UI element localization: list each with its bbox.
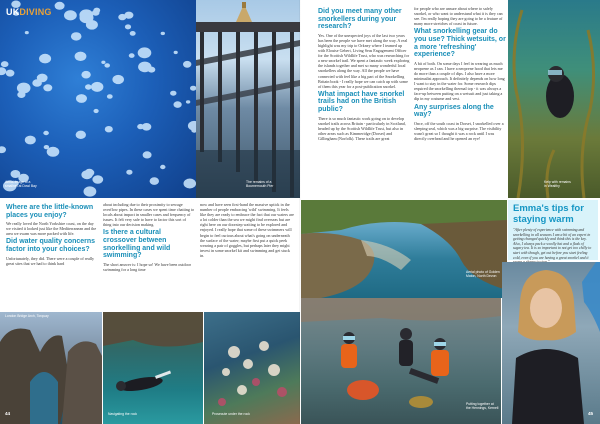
- page-number-right: 45: [588, 411, 594, 416]
- brand-logo: [6, 7, 52, 17]
- caption-pier: The remains of a Bournemouth Pier: [246, 180, 274, 189]
- jellyfish-blob: [118, 14, 126, 20]
- pier-photo: [196, 0, 300, 198]
- paragraph-crossover: The short answer is: I hope so! We have been outdoor swimming for a long time: [103, 261, 192, 272]
- jellyfish-blob: [92, 175, 103, 184]
- paragraph-water-quality: Unfortunately, they did. There were a couple of really great sites that we had to think hard: [6, 255, 95, 266]
- jellyfish-blob: [150, 177, 159, 185]
- jellyfish-blob: [112, 75, 124, 84]
- jellyfish-blob: [0, 67, 6, 75]
- jellyfish-blob: [17, 83, 31, 94]
- reef-photo: [204, 312, 300, 424]
- jellyfish-blob: [1, 61, 9, 67]
- heading-cultural-crossover: Is there a cultural crossover between snorkelling and wild swimming?: [103, 229, 171, 260]
- jellyfish-blob: [85, 84, 92, 89]
- caption-snorkeller-swim: Navigating the rock: [108, 412, 138, 416]
- jellyfish-photo: [0, 0, 196, 198]
- jellyfish-blob: [75, 52, 87, 61]
- tips-box: [508, 200, 598, 260]
- paragraph-wild-swimming: now and have seen first-hand the massive uptick in the number of people embracing 'wild' swimming. It feels like they are ready to embrace the fact that our waters are a lot colder than the sea we might find overseas but are right here on our doorstep waiting to be explored and enjoyed. I really hope that some of these swimmers will begin to feel curious about what's going on underneath the surface of the water; maybe first put a quick peek wearing a pair of goggles, but perhaps later they might invest in some snorkel kit and swimming and get stuck in.: [200, 202, 294, 258]
- jellyfish-blob: [138, 47, 152, 58]
- jellyfish-blob: [101, 61, 105, 64]
- reef-anemones: [204, 312, 300, 424]
- jellyfish-blob: [143, 151, 152, 158]
- heading-other-snorkellers: Did you meet many other snorkellers during your research?: [318, 8, 402, 31]
- jellyfish-blob: [125, 24, 131, 29]
- jellyfish-blob: [64, 10, 77, 20]
- paragraph-sewage: about including due to their proximity to sewage overflow pipes. In these cases we spent time chatting to locals about impact in smaller cases and frequency of issues. It felt very safe to have to factor this sort of thing into our decision making.: [103, 202, 195, 228]
- heading-water-quality: Did water quality concerns factor into your choices?: [6, 238, 96, 254]
- jellyfish-blob: [81, 71, 90, 79]
- portrait-photo: [502, 262, 600, 424]
- pier-structure: [196, 0, 300, 198]
- jellyfish-blob: [79, 9, 93, 20]
- brand-prefix: UK: [6, 7, 20, 17]
- cliffs-coastline: [301, 200, 507, 298]
- jellyfish-blob: [47, 147, 60, 157]
- tips-title: Emma's tips for staying warm: [513, 203, 584, 225]
- jellyfish-blob: [126, 170, 132, 175]
- page-number-left: 44: [5, 411, 11, 416]
- jellyfish-blob: [0, 146, 6, 153]
- paragraph-snorkel-trails: There is so much fantastic work going on to develop snorkel trails across Britain - particularly in Scotland, headed up by the Scottish Wildlife Trust, but also in other areas such as Kimmeridge (Dorset) and Gillingham (Norfolk). These trails are great: [318, 115, 406, 141]
- caption-rock-arch: London Bridge Arch, Torquay: [5, 314, 49, 318]
- cliffs-photo: [301, 200, 507, 298]
- heading-surprises: Any surprises along the way?: [414, 103, 494, 119]
- snorkeller-figure: [103, 312, 203, 424]
- jellyfish-blob: [104, 63, 110, 67]
- jellyfish-blob: [91, 82, 103, 92]
- jellyfish-blob: [84, 186, 97, 196]
- heading-snorkelling-gear: What snorkelling gear do you use? Thick wetsuits, or a more 'refreshing' experience?: [414, 28, 506, 59]
- jellyfish-blob: [174, 51, 178, 54]
- jellyfish-blob: [76, 94, 87, 103]
- paragraph-trails-cont: for people who are unsure about where to safely snorkel, or who want to understand what it is they can see. I'm really hoping they are going to be a feature of many more stretches of coast in future.: [414, 6, 503, 27]
- jellyfish-blob: [71, 32, 82, 40]
- caption-group-snorkel: Putting together at the Hennings, Kernell: [466, 402, 499, 411]
- jellyfish-blob: [76, 131, 86, 139]
- jellyfish-blob: [6, 70, 15, 77]
- portrait-figure: [502, 262, 600, 424]
- jellyfish-blob: [137, 124, 144, 129]
- jellyfish-blob: [86, 20, 98, 30]
- jellyfish-blob: [25, 31, 29, 34]
- jellyfish-blob: [184, 179, 197, 189]
- jellyfish-blob: [55, 2, 65, 10]
- caption-kelp: Kelp with remains in Wealthy: [544, 180, 571, 189]
- article-column-2: [103, 202, 195, 312]
- kelp-photo: [508, 0, 600, 198]
- jellyfish-blob: [107, 94, 113, 99]
- jellyfish-blob: [39, 54, 51, 64]
- jellyfish-blob: [25, 136, 36, 145]
- jellyfish-blob: [138, 62, 151, 73]
- rock-arch-photo: [0, 312, 102, 424]
- caption-jellyfish: Aerial image of a smallnet at Dowl Bay: [5, 180, 37, 189]
- jellyfish-blob: [81, 170, 92, 179]
- jellyfish-blob: [94, 109, 99, 113]
- kelp-diver: [508, 0, 600, 198]
- paragraph-gear: A bit of both. On some days I feel in wearing as much neoprene as I can. I have a neoprene hood that lets me do more than a couple of dips. I also have a more minimalist approach. It definitely depends on how long I want to stay in the water for. Some research dips required the snorkelling thermal top - it was always a face-up between putting on a wetsuit and just taking a dip in my costume and vest.: [414, 60, 505, 102]
- rock-arch-shape: [0, 312, 102, 424]
- jellyfish-blob: [43, 131, 49, 135]
- jellyfish-blob: [186, 100, 190, 103]
- jellyfish-blob: [160, 165, 165, 169]
- caption-reef: Prosecute under the rock: [212, 412, 250, 416]
- heading-snorkel-trails: What impact have snorkel trails had on the British public?: [318, 90, 405, 113]
- paragraph-little-known: We really loved the North Yorkshire coast, on the day we visited it looked just like the Mediterranean and the area we swam was more packed with life.: [6, 221, 97, 237]
- jellyfish-blob: [183, 61, 191, 68]
- tips-quote: "After plenty of experience with swimming and snorkelling in all seasons I am a bit of an expert in getting changed quickly and think this is the key. Also, I always pack a woolly hat and a flask of sugary tea. It is so important to not get too chilly to start with though, get out before you start feeling cold, even if you are having a great snorkel and it: [513, 228, 592, 260]
- brand-suffix: DIVING: [19, 7, 52, 17]
- jellyfish-blob: [129, 53, 135, 58]
- paragraph-surprises: Once, off the south coast in Dorset, I snorkelled over a sleeping seal, which was a big surprise. The visibility wasn't great so I thought it was a rock until I was directly overhead and he opened an eye!: [414, 120, 504, 141]
- article-column-5: [414, 6, 506, 200]
- paragraph-orkney: Yes. One of the unexpected joys of the last two years has been the people we have met along the way. A real highlight was my trip to Orkney where I teamed up with Elouise Gebert, Living Seas Engagement Officer for the Scottish Wildlife Trust, who was researching for a new snorkel trail. We spent a fantastic week exploring the islands together and met so many wonderful local snorkellers along the way. All the people we have connected with feel like a big part of the Snorkelling Britain book - I really hope we can catch up with some of them this year for a post-publication snorkel.: [318, 32, 410, 89]
- article-column-1: [6, 202, 98, 312]
- jellyfish-blob: [43, 84, 52, 91]
- heading-little-known-places: Where are the little-known places you enjoy?: [6, 204, 94, 219]
- article-column-4: [318, 6, 410, 200]
- jellyfish-blob: [161, 32, 165, 35]
- jellyfish-blob: [37, 74, 48, 83]
- jellyfish-blob: [174, 101, 182, 108]
- jellyfish-blob: [170, 91, 176, 96]
- jellyfish-pattern: [0, 0, 196, 198]
- jellyfish-blob: [130, 31, 136, 36]
- article-column-3: [200, 202, 294, 312]
- snorkeller-swim-photo: [103, 312, 203, 424]
- jellyfish-blob: [105, 126, 113, 132]
- caption-cliffs: Aerial photo of Golden Maton, North Devon: [466, 270, 500, 279]
- jellyfish-blob: [17, 91, 25, 98]
